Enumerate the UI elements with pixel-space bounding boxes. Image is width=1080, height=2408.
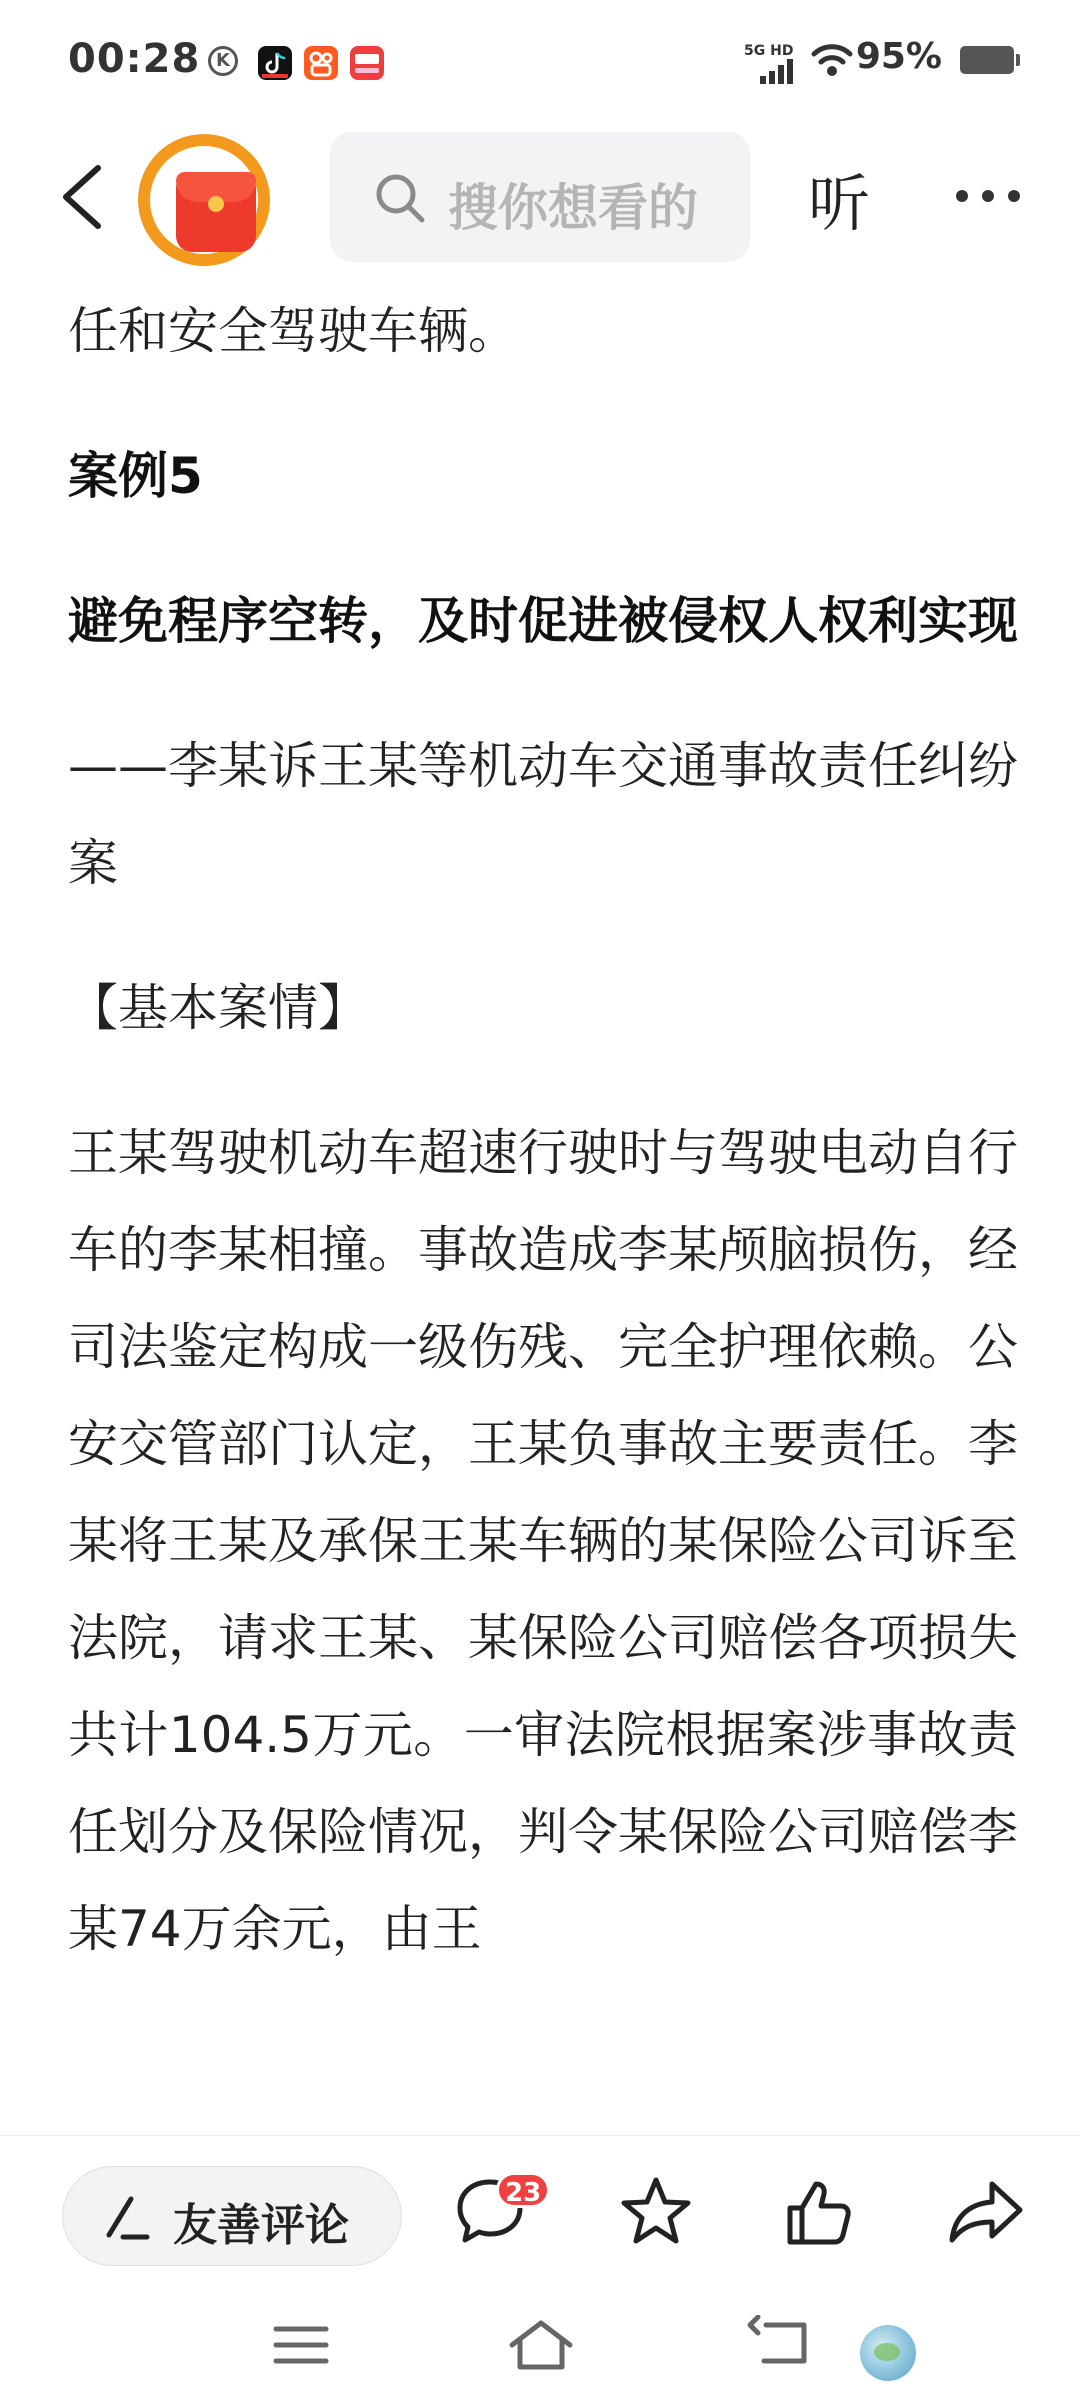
comment-count-badge: 23 (496, 2172, 550, 2208)
douyin-icon (258, 46, 292, 80)
pen-icon (101, 2195, 151, 2241)
battery-icon (960, 46, 1014, 74)
status-right (654, 36, 1014, 86)
case-title-heading: 避免程序空转，及时促进被侵权人权利实现 (68, 592, 1018, 650)
thumbs-up-icon[interactable] (780, 2172, 860, 2252)
system-navigation-bar (0, 2285, 1080, 2408)
bottom-action-bar (0, 2135, 1080, 2286)
search-placeholder: 搜你想看的 (448, 179, 698, 237)
toutiao-icon (350, 46, 384, 80)
article-paragraph: 王某驾驶机动车超速行驶时与驾驶电动自行车的李某相撞。事故造成李某颅脑损伤，经司法鉴定构成一级伤残、完全护理依赖。公安交管部门认定，王某负事故主要责任。李某将王某及承保王某车辆的某保险公司诉至法院，请求王某、某保险公司赔偿各项损失共计104.5万元。一审法院根据案涉事故责任划分及保险情况，判令某保险公司赔偿李某74万余元，由王 (68, 1124, 1018, 1958)
comment-label: 友善评论 (173, 2200, 349, 2251)
menu-icon[interactable] (266, 2315, 336, 2375)
kuaishou-icon (304, 46, 338, 80)
star-icon[interactable] (616, 2172, 696, 2252)
search-box[interactable] (330, 132, 750, 262)
battery-percent: 95% (855, 36, 942, 77)
red-packet-icon (176, 172, 256, 252)
share-icon[interactable] (946, 2172, 1026, 2252)
k-icon: K (208, 46, 238, 76)
back-nav-icon[interactable] (746, 2315, 816, 2375)
signal-icon (758, 58, 798, 84)
status-bar (0, 0, 1080, 120)
back-arrow-icon[interactable] (56, 162, 116, 232)
home-icon[interactable] (506, 2315, 576, 2375)
listen-button[interactable]: 听 (808, 167, 871, 240)
search-icon (374, 172, 426, 224)
section-label-basic-facts: 【基本案情】 (68, 979, 368, 1037)
article-content (68, 275, 1018, 2135)
wifi-icon (810, 40, 854, 80)
case-number-heading: 案例5 (68, 447, 203, 505)
assistant-logo-icon[interactable] (860, 2325, 916, 2381)
case-subtitle: ——李某诉王某等机动车交通事故责任纠纷案 (68, 737, 1018, 892)
red-packet-avatar[interactable] (138, 134, 270, 266)
article-paragraph: 任和安全驾驶车辆。 (68, 302, 518, 360)
more-options-icon[interactable] (956, 190, 1020, 204)
comment-input-button[interactable] (62, 2166, 402, 2266)
network-indicator: 5G HD (744, 43, 794, 59)
top-navigation (0, 120, 1080, 275)
status-time: 00:28 (68, 36, 201, 82)
